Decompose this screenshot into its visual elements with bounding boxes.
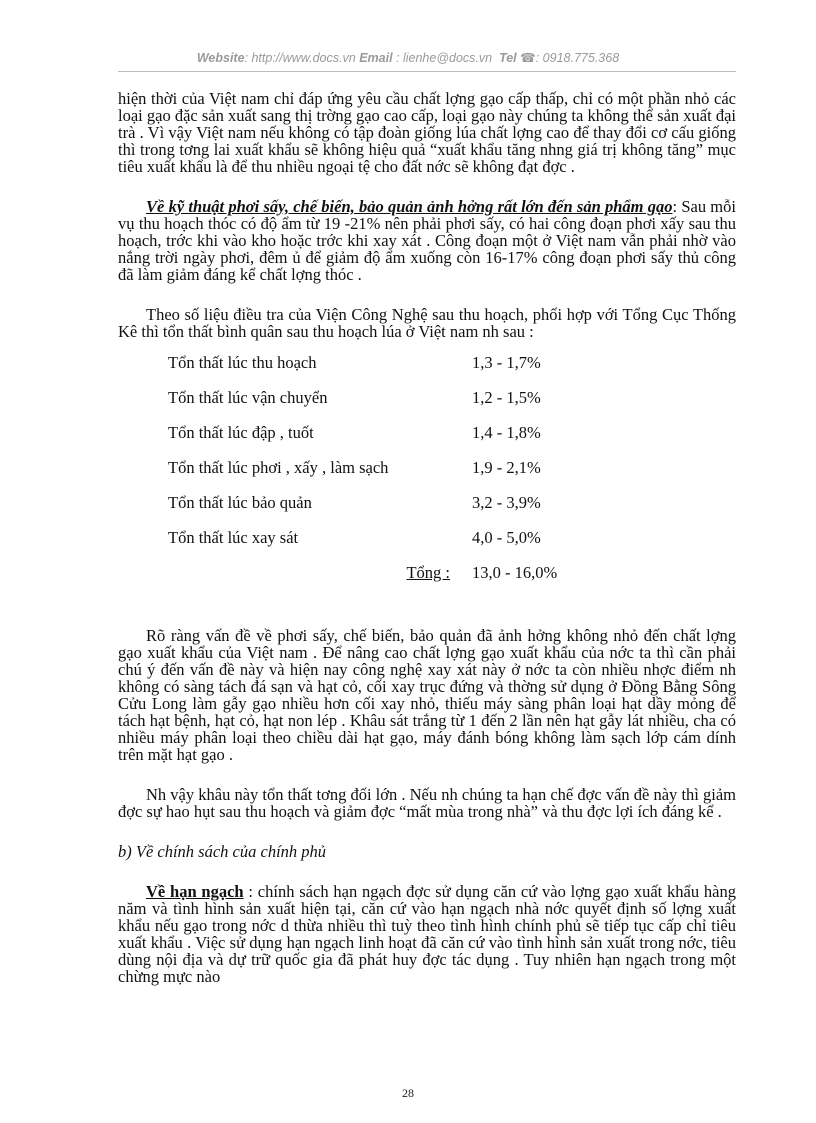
table-row <box>168 354 612 389</box>
phone-icon: ☎ <box>520 51 536 65</box>
row-label: Tổn thất lúc đập , tuốt <box>168 423 314 442</box>
website-label: Website <box>196 51 245 65</box>
page-header <box>0 50 816 65</box>
table-row <box>168 424 612 459</box>
paragraph-6-lead: Về hạn ngạch <box>146 882 244 901</box>
paragraph-2-body: : Sau mỗi vụ thu hoạch thóc có độ ẩm từ 19 -21% nên phải phơi sấy, có hai công đoạn phơi xấy sau thu hoạch, trớc khi vào kho hoặc trớc khi xay xát . Công đoạn một ở Việt nam vẫn phải nhờ vào nắng trời ngày phơi, đêm ủ để giảm độ ẩm xuống còn 16-17% công đoạn phơi sấy thủ công đã làm giảm đáng kể chất lợng thóc . <box>118 197 736 284</box>
row-label: Tổn thất lúc vận chuyển <box>168 388 328 407</box>
paragraph-6 <box>118 883 736 985</box>
row-label: Tổn thất lúc xay sát <box>168 528 299 547</box>
row-value: 1,2 - 1,5% <box>472 388 541 407</box>
document-body <box>118 90 736 1008</box>
section-subheading: b) Về chính sách của chính phủ <box>118 842 327 861</box>
table-total-row <box>168 564 612 599</box>
header-divider <box>118 71 736 72</box>
paragraph-2-lead: Về kỹ thuật phơi sấy, chế biến, bảo quản ảnh hởng rất lớn đến sản phẩm gạo <box>146 197 673 216</box>
email-value: : lienhe@docs.vn <box>396 51 493 65</box>
paragraph-4: Rõ ràng vấn đề về phơi sấy, chế biến, bảo quản đã ảnh hởng không nhỏ đến chất lợng gạo xuất khẩu của Việt nam . Để nâng cao chất lợng gạo xuất khẩu của nớc ta thì cần phải chú ý đến vấn đề này và hiện nay công nghệ xay xát này ở nớc ta còn nhiều nhợc điểm nh không có sàng tách đá sạn và hạt cỏ, cối xay trục đứng và thờng sử dụng ở Đồng Bằng Sông Cửu Long làm gẫy gạo nhiều hơn cối xay nhỏ, thiếu máy sàng phân loại hạt dầy mỏng để tách hạt bệnh, hạt cỏ, hạt non lép . Khâu sát trắng từ 1 đến 2 lần nên hạt gẫy lát nhiều, cha có nhiều máy phân loại theo chiều dài hạt gạo, máy đánh bóng không làm sạch lớp cám dính trên mặt hạt gạo . <box>118 626 736 764</box>
total-label-cell <box>168 564 472 599</box>
table-row <box>168 494 612 529</box>
total-value: 13,0 - 16,0% <box>472 563 558 582</box>
row-label: Tổn thất lúc thu hoạch <box>168 353 317 372</box>
row-value: 1,3 - 1,7% <box>472 353 541 372</box>
paragraph-5: Nh vậy khâu này tổn thất tơng đối lớn . Nếu nh chúng ta hạn chế đợc vấn đề này thì giảm đợc sự hao hụt sau thu hoạch và giảm đợc “mất mùa trong nhà” và thu đợc lợi ích đáng kể . <box>118 785 736 821</box>
total-label: Tổng : <box>406 563 450 582</box>
table-row <box>168 459 612 494</box>
table-row <box>168 389 612 424</box>
tel-label: Tel <box>499 51 517 65</box>
table-row <box>168 529 612 564</box>
paragraph-1: hiện thời của Việt nam chỉ đáp ứng yêu cầu chất lợng gạo cấp thấp, chỉ có một phần nhỏ các loại gạo đặc sản xuất sang thị trờng gạo cao cấp, loại gạo này chúng ta không thể sản xuất đại trà . Vì vậy Việt nam nếu không có tập đoàn giống lúa chất lợng cao để thay đổi cơ cấu giống thì trong tơng lai xuất khẩu sẽ không hiệu quả “xuất khẩu tăng nhng giá trị không tăng” mục tiêu xuất khẩu là để thu nhiều ngoại tệ cho đất nớc sẽ không đạt đợc . <box>118 89 736 176</box>
row-value: 3,2 - 3,9% <box>472 493 541 512</box>
loss-table <box>168 354 612 599</box>
paragraph-2 <box>118 198 736 283</box>
paragraph-3: Theo số liệu điều tra của Viện Công Nghệ sau thu hoạch, phối hợp với Tổng Cục Thống Kê thì tổn thất bình quân sau thu hoạch lúa ở Việt nam nh sau : <box>118 305 736 341</box>
page-number: 28 <box>402 1086 414 1100</box>
paragraph-6-body: : chính sách hạn ngạch đợc sử dụng căn cứ vào lợng gạo xuất khẩu hàng năm và tình hình sản xuất hiện tại, căn cứ vào hạn ngạch nhà nớc quyết định số lợng xuất khẩu nếu gạo trong nớc d thừa nhiều thì tuỳ theo tình hình chính phủ sẽ tiếp tục cấp chỉ tiêu xuất khẩu . Việc sử dụng hạn ngạch linh hoạt đã căn cứ vào tình hình sản xuất trong nớc, tiêu dùng nội địa và dự trữ quốc gia đã phát huy đợc tác dụng . Tuy nhiên hạn ngạch trong một chừng mực nào <box>118 882 736 986</box>
row-value: 1,9 - 2,1% <box>472 458 541 477</box>
row-label: Tổn thất lúc phơi , xấy , làm sạch <box>168 458 389 477</box>
tel-value: : 0918.775.368 <box>535 51 620 65</box>
row-value: 1,4 - 1,8% <box>472 423 541 442</box>
website-value: : http://www.docs.vn <box>244 51 356 65</box>
email-label: Email <box>359 51 393 65</box>
row-value: 4,0 - 5,0% <box>472 528 541 547</box>
row-label: Tổn thất lúc bảo quản <box>168 493 312 512</box>
